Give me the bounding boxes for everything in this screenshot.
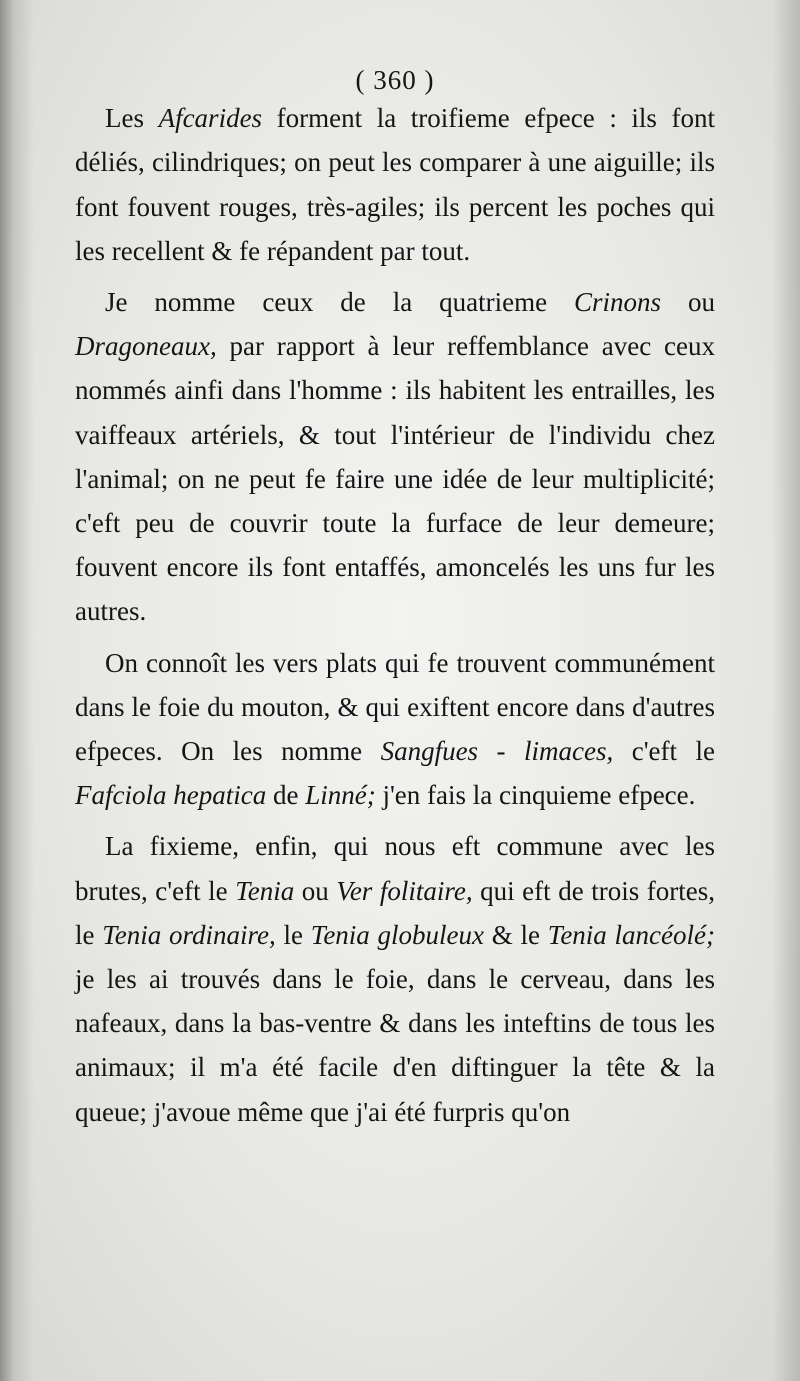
- body-text: [75, 96, 715, 1134]
- italic-term: Sangfues - limaces,: [380, 736, 614, 767]
- italic-term: Dragoneaux,: [75, 331, 217, 362]
- italic-term: Tenia ordinaire,: [102, 919, 276, 950]
- italic-term: Tenia: [235, 875, 295, 906]
- text-run: Je nomme ceux de la quatrieme: [105, 287, 575, 318]
- text-run: La fixieme, enfin, qui nous eft commune avec les brutes, c'eft le: [75, 831, 715, 906]
- paragraph: [75, 280, 715, 634]
- text-run: par rapport à leur reffemblance avec ceux nommés ainfi dans l'homme : ils habitent les entrailles, les vaiffeaux artériels, & tout l'intérieur de l'individu chez l'animal; on ne peut fe faire une idée de leur multiplicité; c'eft peu de couvrir toute la furface de leur demeure; fouvent encore ils font entaffés, amoncelés les uns fur les autres.: [75, 331, 715, 627]
- paragraph: [75, 824, 715, 1133]
- italic-term: Ver folitaire,: [336, 875, 473, 906]
- text-run: de: [266, 780, 306, 811]
- italic-term: Linné;: [305, 780, 376, 811]
- italic-term: Fafciola hepatica: [75, 780, 267, 811]
- text-run: Les: [105, 103, 159, 134]
- text-run: je les ai trouvés dans le foie, dans le cerveau, dans les nafeaux, dans la bas-ventre & dans les inteftins de tous les animaux; il m'a été facile d'en diftinguer la tête & la queue; j'avoue même que j'ai été furpris qu'on: [75, 964, 715, 1127]
- text-run: & le: [484, 919, 548, 950]
- paragraph: [75, 96, 715, 273]
- text-run: ou: [661, 287, 715, 318]
- page-text-block: [75, 58, 715, 1134]
- italic-term: Afcarides: [158, 103, 263, 134]
- text-run: ou: [294, 875, 337, 906]
- italic-term: Tenia lancéolé;: [547, 919, 715, 950]
- text-run: qui eft de trois fortes, le: [75, 875, 715, 950]
- text-run: On connoît les vers plats qui fe trouvent communément dans le foie du mouton, & qui exiftent encore dans d'autres efpeces. On les nomme: [75, 647, 715, 767]
- text-run: j'en fais la cinquieme efpece.: [375, 780, 696, 811]
- page-shadow-left: [0, 0, 34, 1381]
- text-run: forment la troifieme efpece : ils font déliés, cilindriques; on peut les comparer à une aiguille; ils font fouvent rouges, très-agiles; ils percent les poches qui les recellent & fe répandent par tout.: [75, 103, 716, 266]
- paragraph: [75, 641, 715, 818]
- text-run: le: [275, 919, 311, 950]
- text-run: c'eft le: [613, 736, 715, 767]
- page-shadow-right: [772, 0, 800, 1381]
- italic-term: Crinons: [574, 287, 662, 318]
- page-number: ( 360 ): [355, 65, 435, 95]
- italic-term: Tenia globuleux: [310, 919, 485, 950]
